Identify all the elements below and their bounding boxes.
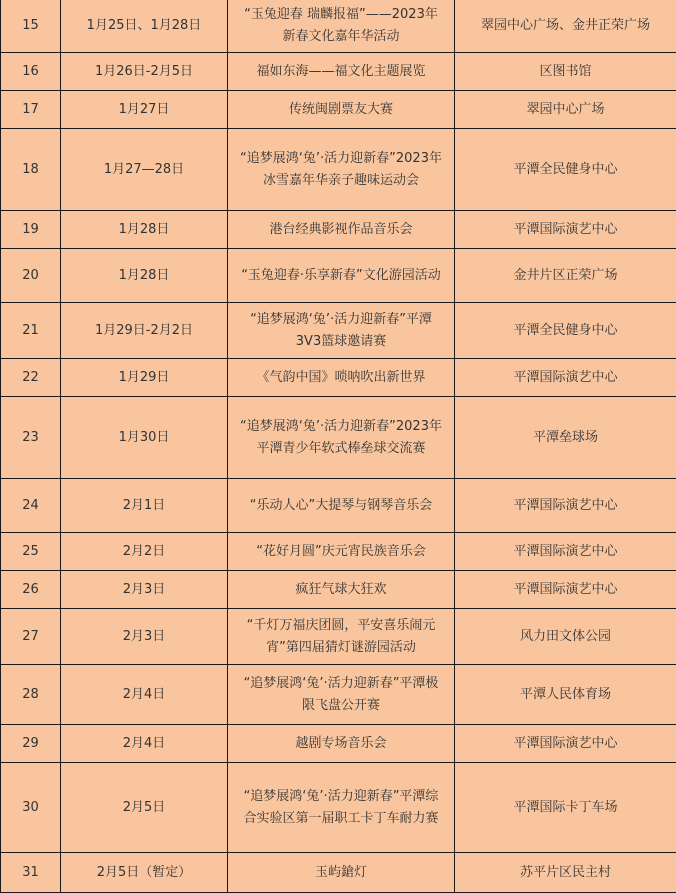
table-row [1, 853, 676, 893]
cell-number: 23 [1, 397, 61, 479]
cell-event-name: “追梦展鸿‘兔’·活力迎新春”平潭综合实验区第一届职工卡丁车耐力赛 [228, 763, 455, 853]
table-row [1, 0, 676, 53]
cell-venue: 平潭国际演艺中心 [455, 359, 676, 397]
cell-date: 2月1日 [61, 479, 228, 533]
cell-date: 1月26日-2月5日 [61, 53, 228, 91]
cell-number: 30 [1, 763, 61, 853]
cell-date: 1月28日 [61, 211, 228, 249]
cell-venue: 平潭全民健身中心 [455, 129, 676, 211]
cell-event-name: “花好月圆”庆元宵民族音乐会 [228, 533, 455, 571]
cell-venue: 翠园中心广场 [455, 91, 676, 129]
cell-date: 1月27—28日 [61, 129, 228, 211]
cell-event-name: “追梦展鸿‘兔’·活力迎新春”平潭极限飞盘公开赛 [228, 665, 455, 725]
cell-event-name: “乐动人心”大提琴与钢琴音乐会 [228, 479, 455, 533]
cell-venue: 平潭垒球场 [455, 397, 676, 479]
table-row [1, 397, 676, 479]
cell-number: 24 [1, 479, 61, 533]
cell-date: 2月3日 [61, 609, 228, 665]
cell-venue: 平潭国际演艺中心 [455, 211, 676, 249]
cell-number: 27 [1, 609, 61, 665]
table-row [1, 359, 676, 397]
cell-event-name: 玉屿鎗灯 [228, 853, 455, 893]
table-row [1, 249, 676, 303]
cell-event-name: “玉兔迎春·乐享新春”文化游园活动 [228, 249, 455, 303]
cell-number: 21 [1, 303, 61, 359]
cell-date: 2月2日 [61, 533, 228, 571]
cell-number: 31 [1, 853, 61, 893]
cell-number: 26 [1, 571, 61, 609]
table-row [1, 129, 676, 211]
table-row [1, 211, 676, 249]
cell-venue: 翠园中心广场、金井正荣广场 [455, 0, 676, 53]
cell-event-name: 疯狂气球大狂欢 [228, 571, 455, 609]
table-row [1, 91, 676, 129]
cell-venue: 平潭国际演艺中心 [455, 725, 676, 763]
cell-date: 1月30日 [61, 397, 228, 479]
cell-date: 2月5日（暂定） [61, 853, 228, 893]
cell-date: 2月5日 [61, 763, 228, 853]
cell-number: 25 [1, 533, 61, 571]
cell-event-name: “追梦展鸿‘兔’·活力迎新春”2023年平潭青少年软式棒垒球交流赛 [228, 397, 455, 479]
cell-venue: 区图书馆 [455, 53, 676, 91]
table-row [1, 571, 676, 609]
cell-date: 2月3日 [61, 571, 228, 609]
cell-event-name: 传统闽剧票友大赛 [228, 91, 455, 129]
cell-date: 1月28日 [61, 249, 228, 303]
cell-number: 19 [1, 211, 61, 249]
table-row [1, 479, 676, 533]
cell-event-name: 港台经典影视作品音乐会 [228, 211, 455, 249]
table-row [1, 53, 676, 91]
cell-venue: 平潭人民体育场 [455, 665, 676, 725]
cell-number: 18 [1, 129, 61, 211]
cell-venue: 风力田文体公园 [455, 609, 676, 665]
cell-date: 1月27日 [61, 91, 228, 129]
table-row [1, 303, 676, 359]
cell-date: 1月29日-2月2日 [61, 303, 228, 359]
cell-venue: 平潭国际卡丁车场 [455, 763, 676, 853]
cell-date: 2月4日 [61, 725, 228, 763]
cell-event-name: 越剧专场音乐会 [228, 725, 455, 763]
cell-date: 1月25日、1月28日 [61, 0, 228, 53]
cell-venue: 苏平片区民主村 [455, 853, 676, 893]
cell-number: 17 [1, 91, 61, 129]
table-row [1, 609, 676, 665]
cell-event-name: 福如东海——福文化主题展览 [228, 53, 455, 91]
cell-event-name: “千灯万福庆团圆，平安喜乐闹元宵”第四届猜灯谜游园活动 [228, 609, 455, 665]
events-table-body [1, 0, 676, 893]
cell-number: 29 [1, 725, 61, 763]
cell-event-name: “玉兔迎春 瑞麟报福”——2023年新春文化嘉年华活动 [228, 0, 455, 53]
cell-date: 1月29日 [61, 359, 228, 397]
cell-number: 15 [1, 0, 61, 53]
cell-number: 20 [1, 249, 61, 303]
cell-date: 2月4日 [61, 665, 228, 725]
cell-venue: 平潭国际演艺中心 [455, 479, 676, 533]
cell-number: 22 [1, 359, 61, 397]
table-row [1, 533, 676, 571]
cell-venue: 平潭国际演艺中心 [455, 533, 676, 571]
table-row [1, 665, 676, 725]
cell-event-name: “追梦展鸿‘兔’·活力迎新春”平潭3V3篮球邀请赛 [228, 303, 455, 359]
table-row [1, 763, 676, 853]
cell-number: 16 [1, 53, 61, 91]
cell-event-name: “追梦展鸿‘兔’·活力迎新春”2023年冰雪嘉年华亲子趣味运动会 [228, 129, 455, 211]
cell-number: 28 [1, 665, 61, 725]
cell-venue: 金井片区正荣广场 [455, 249, 676, 303]
cell-event-name: 《气韵中国》唢呐吹出新世界 [228, 359, 455, 397]
cell-venue: 平潭全民健身中心 [455, 303, 676, 359]
table-row [1, 725, 676, 763]
cell-venue: 平潭国际演艺中心 [455, 571, 676, 609]
